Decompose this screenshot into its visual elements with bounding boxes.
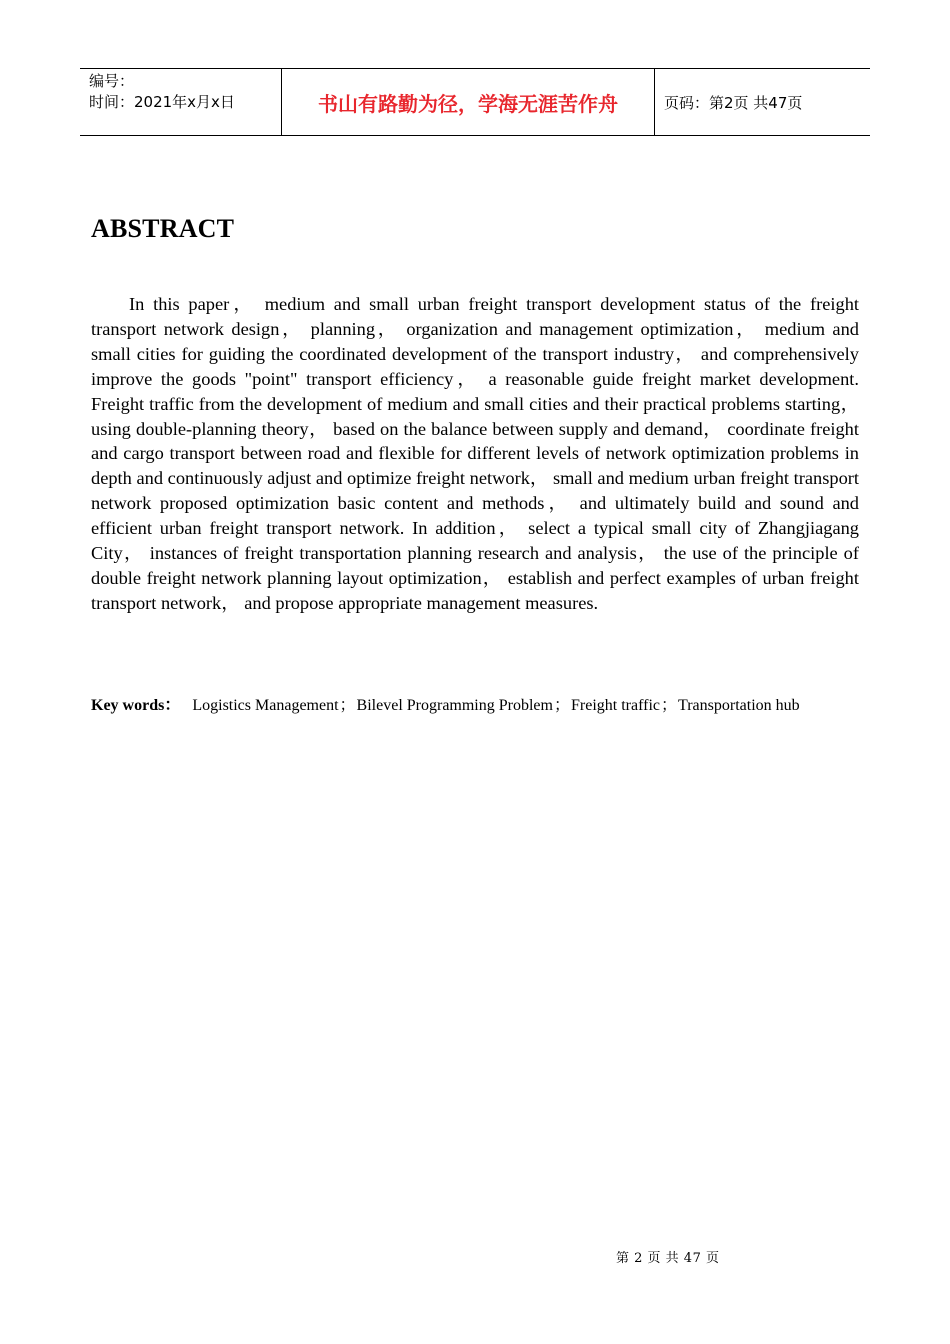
header-meta-cell [80,69,281,135]
keyword-item: Freight traffic [570,697,660,714]
header-motto: 书山有路勤为径，学海无涯苦作舟 [318,91,618,116]
keyword-separator: ； [661,697,678,714]
header-page-cell [655,69,870,135]
keyword-item: Bilevel Programming Problem [356,697,553,714]
header-page-code: 页码：第2页 共47页 [664,93,803,112]
abstract-paragraph: In this paper， medium and small urban freight transport development status of the freight transport network design， planning， organization and management optimization， medium and small cities for guiding the coordinated development of the transport industry， and comprehensively improve the goods "point" transport efficiency， a reasonable guide freight market development. Freight traffic from the development of medium and small cities and their practical problems starting， using double-planning theory， based on the balance between supply and demand， coordinate freight and cargo transport between road and flexible for different levels of network optimization problems in depth and continuously adjust and optimize freight network， small and medium urban freight transport network proposed optimization basic content and methods， and ultimately build and sound and efficient urban freight transport network. In addition， select a typical small city of Zhangjiagang City， instances of freight transportation planning research and analysis， the use of the principle of double freight network planning layout optimization， establish and perfect examples of urban freight transport network， and propose appropriate management measures. [91,294,859,613]
header-time-label: 时间：2021年x月x日 [89,93,235,111]
header-number-label: 编号： [89,72,135,90]
keywords-colon: ： [164,697,181,714]
keyword-item: Logistics Management [192,697,339,714]
keywords-line [91,692,881,715]
keyword-separator: ； [339,697,356,714]
keyword-separator: ； [553,697,570,714]
page-footer: 第 2 页 共 47 页 [616,1251,720,1266]
page-title: ABSTRACT [91,214,235,243]
keywords-label: Key words [91,697,165,714]
header-table [80,68,870,136]
keyword-item: Transportation hub [678,697,800,714]
header-motto-cell [281,69,655,135]
